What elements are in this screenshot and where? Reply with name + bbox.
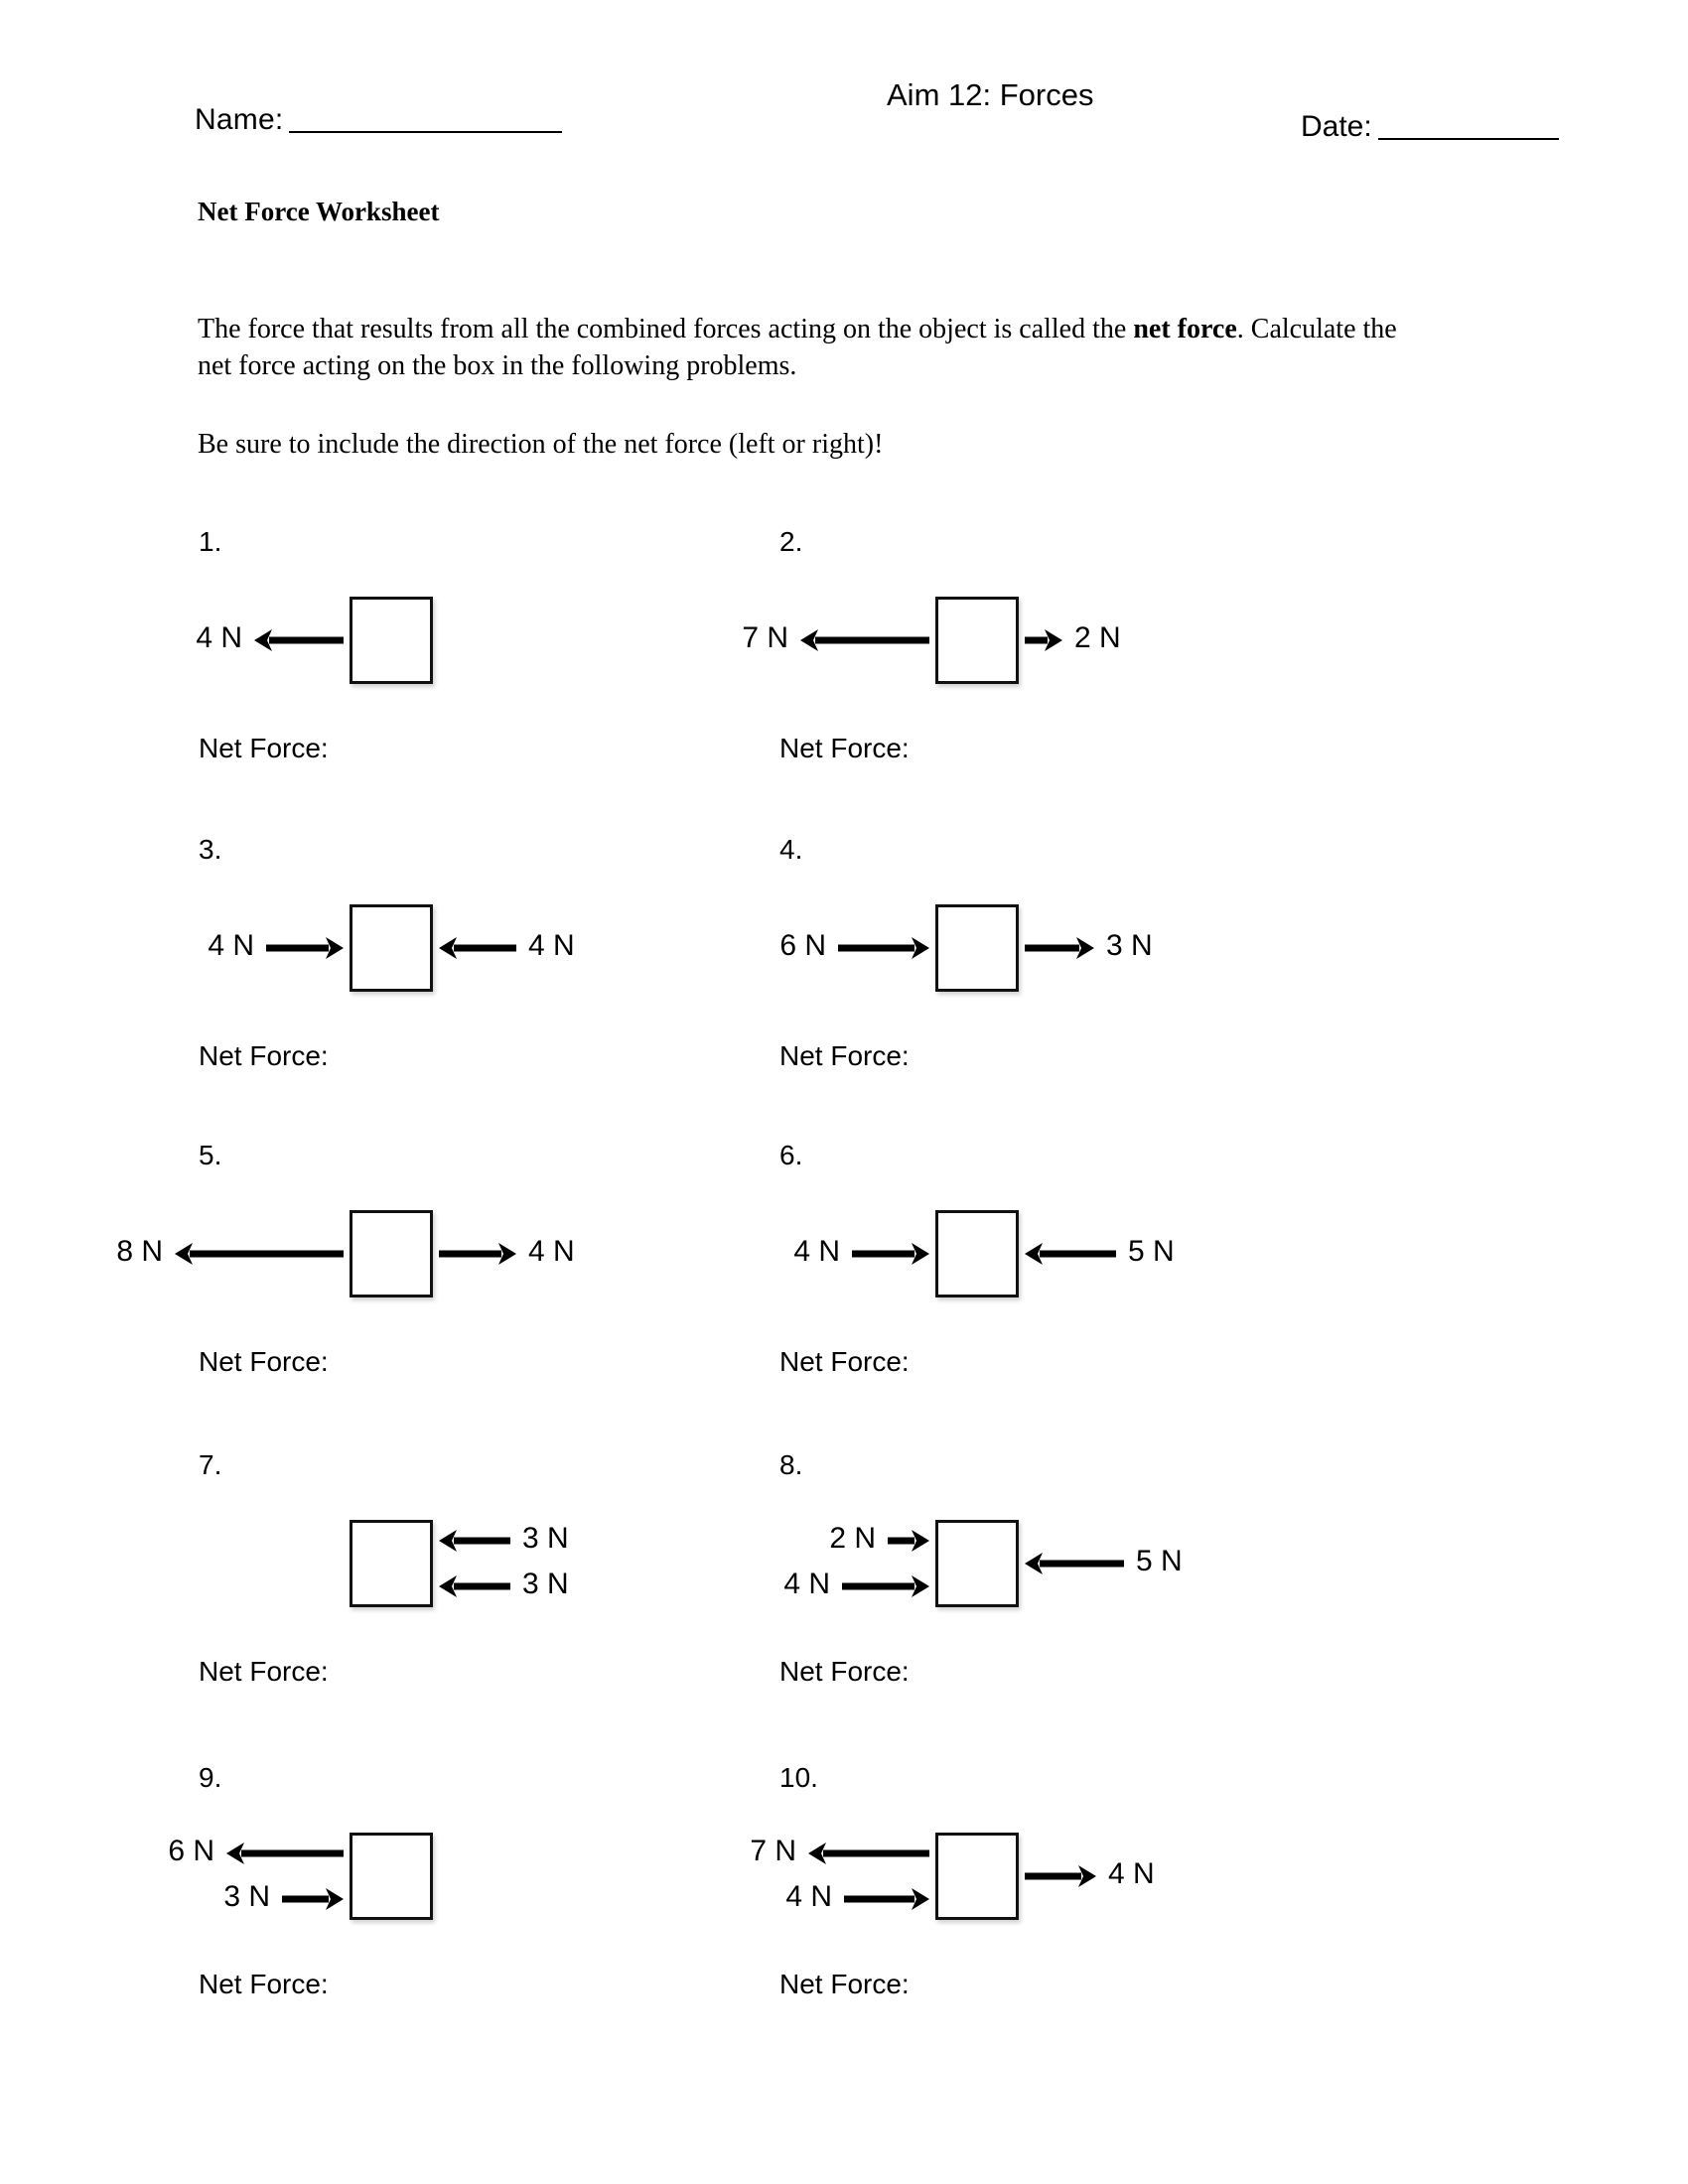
problem-number: 8. — [779, 1449, 803, 1480]
net-force-answer-label[interactable]: Net Force: — [779, 1969, 910, 1999]
force-label: 3 N — [522, 1522, 569, 1555]
object-box — [935, 904, 1019, 992]
force-label: 6 N — [168, 1835, 214, 1867]
intro-bold-term: net force — [1133, 314, 1237, 344]
net-force-answer-label[interactable]: Net Force: — [779, 1656, 910, 1687]
object-box — [350, 904, 433, 992]
problem-number: 6. — [779, 1140, 803, 1170]
intro-paragraph — [198, 311, 1411, 384]
net-force-answer-label[interactable]: Net Force: — [779, 1040, 910, 1071]
net-force-answer-label[interactable]: Net Force: — [199, 1656, 329, 1687]
force-label: 4 N — [208, 929, 254, 962]
force-diagram — [740, 1489, 1544, 1638]
problem-6 — [740, 1140, 1544, 1447]
date-blank-line — [1378, 120, 1559, 140]
net-force-answer-label[interactable]: Net Force: — [199, 1346, 329, 1377]
problem-8 — [740, 1449, 1544, 1757]
force-label: 4 N — [785, 1880, 832, 1913]
problem-number: 5. — [199, 1140, 222, 1170]
force-label: 4 N — [528, 1235, 575, 1268]
name-label: Name: — [195, 103, 284, 136]
force-label: 4 N — [528, 929, 575, 962]
force-label: 7 N — [742, 621, 788, 654]
net-force-answer-label[interactable]: Net Force: — [199, 1969, 329, 1999]
problem-number: 3. — [199, 834, 222, 865]
object-box — [350, 597, 433, 684]
problem-10 — [740, 1762, 1544, 2070]
force-label: 2 N — [829, 1522, 876, 1555]
problem-number: 1. — [199, 526, 222, 557]
direction-note: Be sure to include the direction of the net force (left or right)! — [198, 429, 884, 460]
problem-4 — [740, 834, 1544, 1142]
object-box — [350, 1210, 433, 1297]
force-label: 7 N — [750, 1835, 796, 1867]
problem-number: 7. — [199, 1449, 222, 1480]
object-box — [935, 1520, 1019, 1607]
page-header — [0, 77, 1688, 157]
force-label: 4 N — [783, 1568, 830, 1600]
force-diagram — [740, 1179, 1544, 1328]
object-box — [350, 1520, 433, 1607]
force-label: 3 N — [1106, 929, 1153, 962]
net-force-answer-label[interactable]: Net Force: — [199, 1040, 329, 1071]
problem-number: 10. — [779, 1762, 818, 1793]
net-force-answer-label[interactable]: Net Force: — [779, 1346, 910, 1377]
net-force-answer-label[interactable]: Net Force: — [779, 733, 910, 763]
object-box — [935, 1833, 1019, 1920]
problem-2 — [740, 526, 1544, 834]
force-label: 5 N — [1128, 1235, 1175, 1268]
intro-text-b: . Calculate the net force acting on the box in the following problems. — [198, 314, 1397, 382]
force-label: 4 N — [793, 1235, 840, 1268]
force-diagram — [740, 1802, 1544, 1951]
force-label: 3 N — [522, 1568, 569, 1600]
force-label: 6 N — [779, 929, 826, 962]
problem-number: 2. — [779, 526, 803, 557]
problem-number: 4. — [779, 834, 803, 865]
force-label: 4 N — [1108, 1857, 1155, 1890]
name-blank-line — [289, 113, 562, 133]
object-box — [935, 1210, 1019, 1297]
name-field-block — [195, 103, 562, 137]
worksheet-title: Net Force Worksheet — [198, 197, 440, 226]
object-box — [350, 1833, 433, 1920]
net-force-answer-label[interactable]: Net Force: — [199, 733, 329, 763]
date-field-block — [1301, 110, 1559, 144]
date-label: Date: — [1301, 110, 1372, 143]
force-label: 8 N — [116, 1235, 163, 1268]
force-label: 2 N — [1074, 621, 1121, 654]
force-diagram — [740, 874, 1544, 1023]
intro-text-a: The force that results from all the combined forces acting on the object is called the — [198, 314, 1134, 344]
page-title: Aim 12: Forces — [887, 77, 1094, 112]
force-label: 3 N — [223, 1880, 270, 1913]
force-label: 5 N — [1136, 1545, 1183, 1577]
object-box — [935, 597, 1019, 684]
problem-number: 9. — [199, 1762, 222, 1793]
force-label: 4 N — [196, 621, 242, 654]
force-diagram — [740, 566, 1544, 715]
